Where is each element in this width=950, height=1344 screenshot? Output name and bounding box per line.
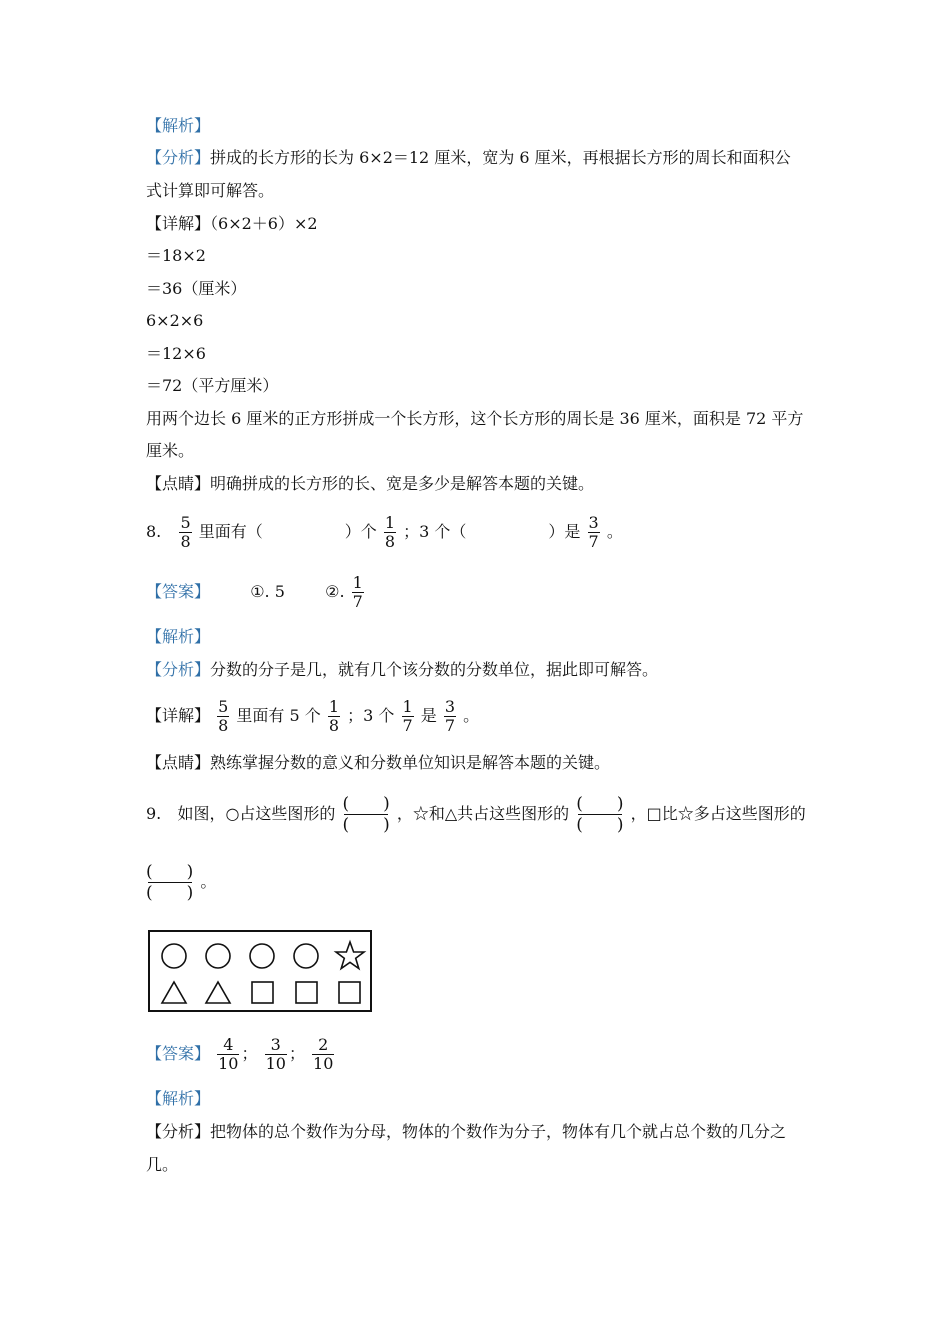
step-5: ＝72（平方厘米） <box>146 376 279 395</box>
q8-detail-text-4: 。 <box>463 706 480 725</box>
q9-text-1: 如图，○占这些图形的 <box>177 804 336 823</box>
key-point <box>146 473 594 495</box>
question-8 <box>146 510 623 554</box>
q9-sep: ； <box>288 1044 305 1063</box>
q8-analysis-tag: 【分析】 <box>146 660 211 679</box>
q8-detail-tag: 【详解】 <box>146 706 211 725</box>
conclusion-line-1: 用两个边长 6 厘米的正方形拼成一个长方形，这个长方形的周长是 36 厘米，面积是 72 平方 <box>146 409 804 428</box>
detail-tag: 【详解】 <box>146 214 211 233</box>
q8-number: 8. <box>146 522 162 541</box>
step-1: ＝18×2 <box>146 246 206 265</box>
detail-text: （6×2＋6）×2 <box>210 214 318 233</box>
conclusion-line-2: 厘米。 <box>146 441 195 460</box>
q8-answer-2-fraction: $\frac{1}{7}$ <box>352 573 363 611</box>
q9-sep: ； <box>241 1044 258 1063</box>
triangle-shape <box>162 982 186 1003</box>
question-9-cont <box>146 856 216 908</box>
step-3: 6×2×6 <box>146 311 204 330</box>
q8-answer <box>146 570 366 614</box>
analysis-line-2: 式计算即可解答。 <box>146 181 275 200</box>
q8-text-4: ）是 <box>548 522 581 541</box>
key-point-text: 明确拼成的长方形的长、宽是多少是解答本题的关键。 <box>210 474 595 493</box>
q8-detail-text-1: 里面有 5 个 <box>236 706 321 725</box>
shapes-figure <box>148 930 372 1012</box>
q8-fraction-2: $\frac{1}{8}$ <box>384 513 396 551</box>
jiexi-heading-2: 【解析】 <box>146 627 211 646</box>
q9-analysis-tag: 【分析】 <box>146 1122 211 1141</box>
q9-analysis-line-2: 几。 <box>146 1155 179 1174</box>
circle-shape <box>206 944 230 968</box>
q9-answer-fraction-1: $\frac{4}{10}$ <box>218 1035 239 1073</box>
q9-analysis-line-1 <box>146 1121 786 1143</box>
q8-text-3: ；3 个（ <box>403 522 467 541</box>
jiexi-heading-3: 【解析】 <box>146 1089 211 1108</box>
star-shape <box>336 942 364 969</box>
analysis-text: 拼成的长方形的长为 6×2＝12 厘米，宽为 6 厘米，再根据长方形的周长和面积公 <box>210 148 791 167</box>
triangle-shape <box>206 982 230 1003</box>
q9-answer-tag: 【答案】 <box>146 1044 211 1063</box>
q8-answer-tag: 【答案】 <box>146 582 211 601</box>
q8-detail-fraction-2: $\frac{1}{8}$ <box>328 697 340 735</box>
q8-analysis-text: 分数的分子是几，就有几个该分数的分数单位，据此即可解答。 <box>210 660 659 679</box>
q9-text-4: 。 <box>200 872 217 891</box>
circle-shape <box>162 944 186 968</box>
q8-detail-fraction-4: $\frac{3}{7}$ <box>444 697 456 735</box>
detail-line-1 <box>146 213 318 235</box>
q9-answer-fraction-3: $\frac{2}{10}$ <box>313 1035 334 1073</box>
circle-shape <box>250 944 274 968</box>
analysis-tag: 【分析】 <box>146 148 211 167</box>
square-shape <box>339 982 360 1003</box>
q9-text-2: ，☆和△共占这些图形的 <box>396 804 570 823</box>
q8-detail-text-3: 是 <box>420 706 437 725</box>
q8-answer-2-label: ②. <box>325 582 345 601</box>
q8-detail-fraction-3: $\frac{1}{7}$ <box>402 697 413 735</box>
square-shape <box>296 982 317 1003</box>
q8-text-1: 里面有（ <box>198 522 263 541</box>
q8-key-point-tag: 【点睛】 <box>146 753 211 772</box>
q9-analysis-text: 把物体的总个数作为分母，物体的个数作为分子，物体有几个就占总个数的几分之 <box>210 1122 787 1141</box>
q9-text-3: ，□比☆多占这些图形的 <box>630 804 806 823</box>
jiexi-heading-1: 【解析】 <box>146 116 211 135</box>
q8-detail-text-2: ；3 个 <box>347 706 395 725</box>
analysis-line-1 <box>146 147 791 169</box>
step-4: ＝12×6 <box>146 344 206 363</box>
q8-analysis <box>146 659 658 681</box>
circle-shape <box>294 944 318 968</box>
question-9 <box>146 788 806 840</box>
q9-answer-fraction-2: $\frac{3}{10}$ <box>265 1035 286 1073</box>
q9-blank-fraction-3[interactable]: ( ) ( ) <box>146 862 194 903</box>
q8-text-5: 。 <box>606 522 623 541</box>
q9-number: 9. <box>146 804 162 823</box>
shapes-svg <box>150 932 370 1010</box>
q8-key-point-text: 熟练掌握分数的意义和分数单位知识是解答本题的关键。 <box>210 753 611 772</box>
q9-blank-fraction-1[interactable]: ( ) ( ) <box>342 794 390 835</box>
q9-blank-fraction-2[interactable]: ( ) ( ) <box>576 794 624 835</box>
q8-detail <box>146 694 479 738</box>
q8-fraction-1: $\frac{5}{8}$ <box>180 513 191 551</box>
key-point-tag: 【点睛】 <box>146 474 211 493</box>
q8-answer-1: ①. 5 <box>250 582 285 601</box>
q8-key-point <box>146 752 610 774</box>
step-2: ＝36（厘米） <box>146 279 247 298</box>
q9-answer <box>146 1032 336 1076</box>
q8-text-2: ）个 <box>344 522 377 541</box>
q8-detail-fraction-1: $\frac{5}{8}$ <box>218 697 229 735</box>
square-shape <box>252 982 273 1003</box>
q8-fraction-3: $\frac{3}{7}$ <box>588 513 599 551</box>
